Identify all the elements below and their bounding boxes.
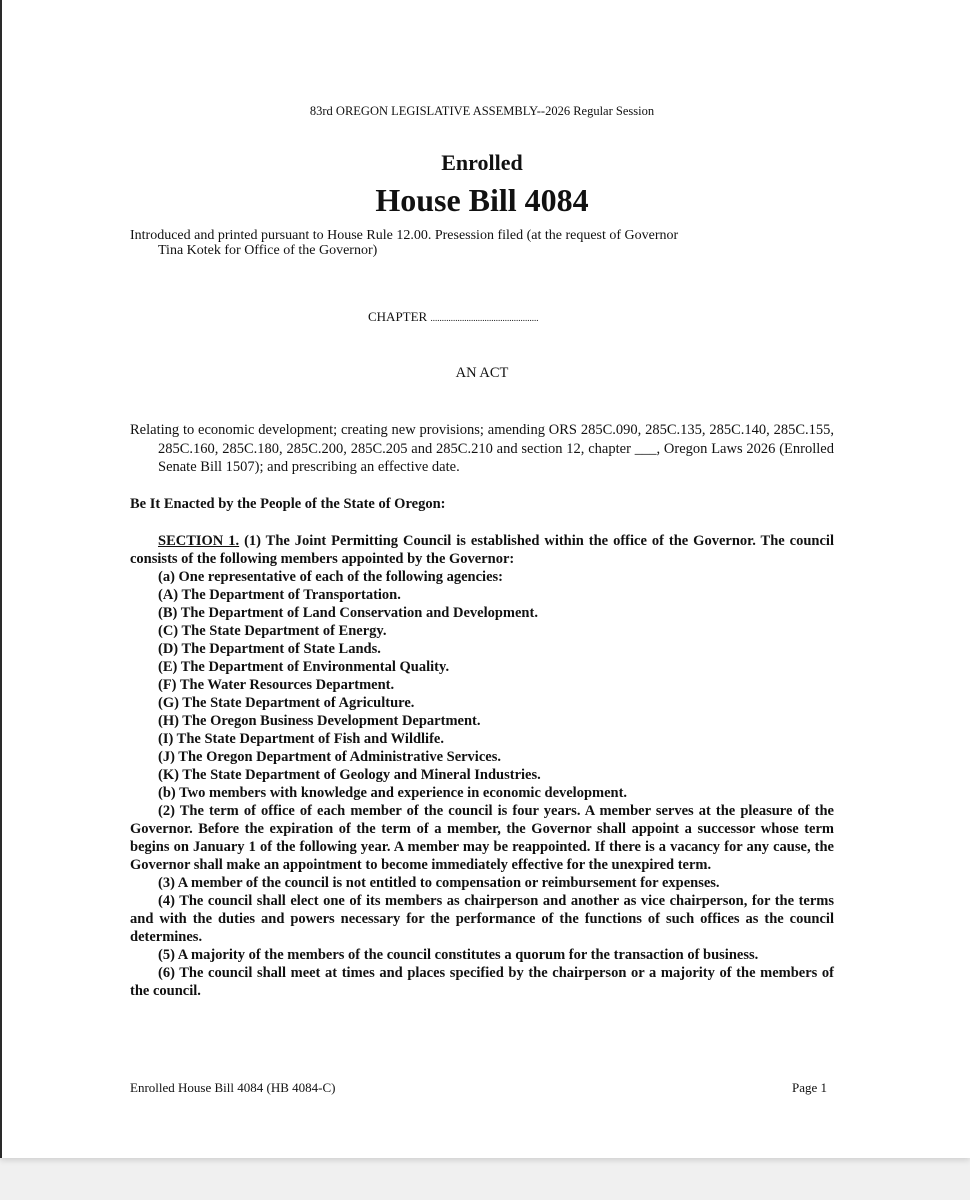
enrolled-label: Enrolled (441, 150, 523, 175)
subsection-3: (3) A member of the council is not entitled to compensation or reimbursement for expenses. (158, 875, 720, 891)
section-heading: SECTION 1. (158, 533, 240, 549)
subsection-2: (2) The term of office of each member of the council is four years. A member serves at the pleasure of the Governor. Before the expiration of the term of a member, the Governor shall appoint a successor whose term begins on January 1 of the following year. A member may be reappointed. If there is a vacancy for any cause, the Governor shall make an appointment to become immediately effective for the unexpired term. (130, 803, 834, 873)
list-item: (G) The State Department of Agriculture. (158, 695, 415, 711)
list-item: (H) The Oregon Business Development Department. (158, 713, 481, 729)
relating-clause: Relating to economic development; creating new provisions; amending ORS 285C.090, 285C.135, 285C.140, 285C.155, 285C.160, 285C.180, 285C.200, 285C.205 and 285C.210 and section 12, chapter ___, Oregon Laws 2026 (Enrolled Senate Bill 1507); and prescribing an effective date. (130, 422, 834, 475)
bill-title: House Bill 4084 (375, 182, 589, 218)
intro-line-1: Introduced and printed pursuant to House Rule 12.00. Presession filed (at the request of Governor (130, 228, 679, 243)
list-item: (I) The State Department of Fish and Wildlife. (158, 731, 444, 747)
list-item: (J) The Oregon Department of Administrative Services. (158, 749, 501, 765)
list-item: (C) The State Department of Energy. (158, 623, 387, 639)
act-label: AN ACT (455, 365, 509, 381)
section-1-text: (1) The Joint Permitting Council is established within the office of the Governor. The council consists of the following members appointed by the Governor: (130, 533, 834, 567)
chapter-label: CHAPTER (368, 309, 428, 324)
list-item: (K) The State Department of Geology and Mineral Industries. (158, 767, 541, 783)
subsection-5: (5) A majority of the members of the council constitutes a quorum for the transaction of business. (158, 947, 759, 963)
section-1-paragraph-1 (130, 532, 834, 568)
enacting-clause: Be It Enacted by the People of the State of Oregon: (130, 496, 446, 512)
subsection-6: (6) The council shall meet at times and places specified by the chairperson or a majority of the members of the council. (130, 965, 834, 999)
session-header: 83rd OREGON LEGISLATIVE ASSEMBLY--2026 Regular Session (309, 104, 655, 118)
subsection-4: (4) The council shall elect one of its members as chairperson and another as vice chairperson, for the terms and with the duties and powers necessary for the performance of the functions of such offices as the council determines. (130, 893, 834, 945)
section-1 (130, 532, 834, 1000)
introduction-note (130, 228, 834, 258)
intro-line-2: Tina Kotek for Office of the Governor) (158, 243, 378, 258)
chapter-blank: ................................................ (430, 313, 539, 323)
list-item: (E) The Department of Environmental Quality. (158, 659, 450, 675)
list-item: (a) One representative of each of the following agencies: (158, 569, 503, 585)
list-item: (B) The Department of Land Conservation and Development. (158, 605, 538, 621)
list-item: (F) The Water Resources Department. (158, 677, 395, 693)
chapter-line (368, 309, 538, 325)
footer-bill-reference: Enrolled House Bill 4084 (HB 4084-C) (130, 1080, 336, 1095)
list-item: (A) The Department of Transportation. (158, 587, 401, 603)
page-number: Page 1 (792, 1080, 828, 1095)
list-item: (D) The Department of State Lands. (158, 641, 381, 657)
list-item: (b) Two members with knowledge and experience in economic development. (158, 785, 628, 801)
